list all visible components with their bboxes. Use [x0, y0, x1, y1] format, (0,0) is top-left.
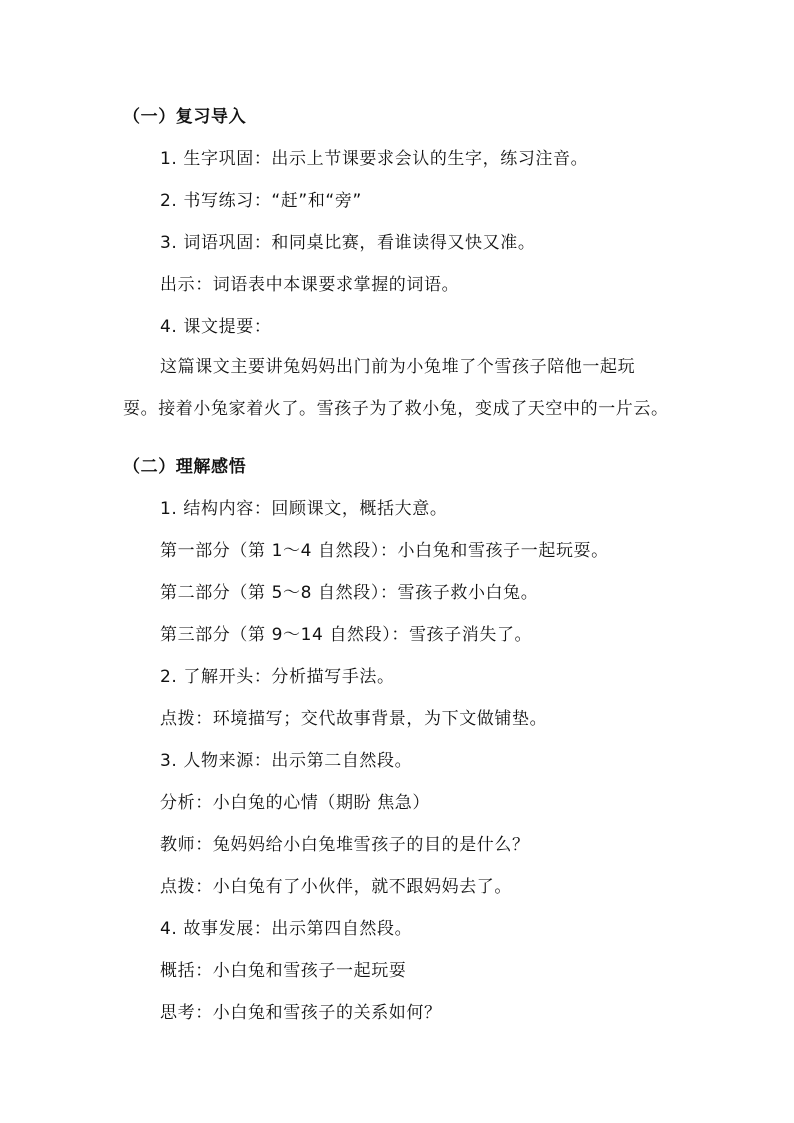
review-item-summary-label: 4. 课文提要：: [160, 317, 272, 337]
understanding-item-hint-1: 点拨：环境描写；交代故事背景，为下文做铺垫。: [160, 709, 548, 729]
understanding-item-think: 思考：小白兔和雪孩子的关系如何？: [160, 1003, 442, 1023]
review-item-words: 3. 词语巩固：和同桌比赛，看谁读得又快又准。: [160, 233, 536, 253]
understanding-item-summary: 概括：小白兔和雪孩子一起玩耍: [160, 961, 407, 981]
section-heading-review: （一）复习导入: [123, 107, 247, 127]
review-item-show-words: 出示：词语表中本课要求掌握的词语。: [160, 275, 460, 295]
review-item-writing: 2. 书写练习：“赶”和“旁”: [160, 191, 362, 211]
review-item-characters: 1. 生字巩固：出示上节课要求会认的生字，练习注音。: [160, 149, 589, 169]
summary-line-2: 耍。接着小兔家着火了。雪孩子为了救小兔，变成了天空中的一片云。: [123, 399, 669, 419]
understanding-item-structure: 1. 结构内容：回顾课文，概括大意。: [160, 499, 448, 519]
understanding-item-hint-2: 点拨：小白兔有了小伙伴，就不跟妈妈去了。: [160, 877, 512, 897]
understanding-item-teacher-question: 教师：兔妈妈给小白兔堆雪孩子的目的是什么？: [160, 835, 530, 855]
understanding-item-development: 4. 故事发展：出示第四自然段。: [160, 919, 413, 939]
section-heading-understanding: （二）理解感悟: [123, 457, 247, 477]
understanding-item-part-2: 第二部分（第 5～8 自然段）：雪孩子救小白兔。: [160, 583, 539, 603]
understanding-item-part-3: 第三部分（第 9～14 自然段）：雪孩子消失了。: [160, 625, 533, 645]
understanding-item-characters: 3. 人物来源：出示第二自然段。: [160, 751, 413, 771]
understanding-item-part-1: 第一部分（第 1～4 自然段）：小白兔和雪孩子一起玩耍。: [160, 541, 609, 561]
understanding-item-opening: 2. 了解开头：分析描写手法。: [160, 667, 395, 687]
understanding-item-analysis: 分析：小白兔的心情（期盼 焦急）: [160, 793, 431, 813]
summary-line-1: 这篇课文主要讲兔妈妈出门前为小兔堆了个雪孩子陪他一起玩: [160, 357, 636, 377]
